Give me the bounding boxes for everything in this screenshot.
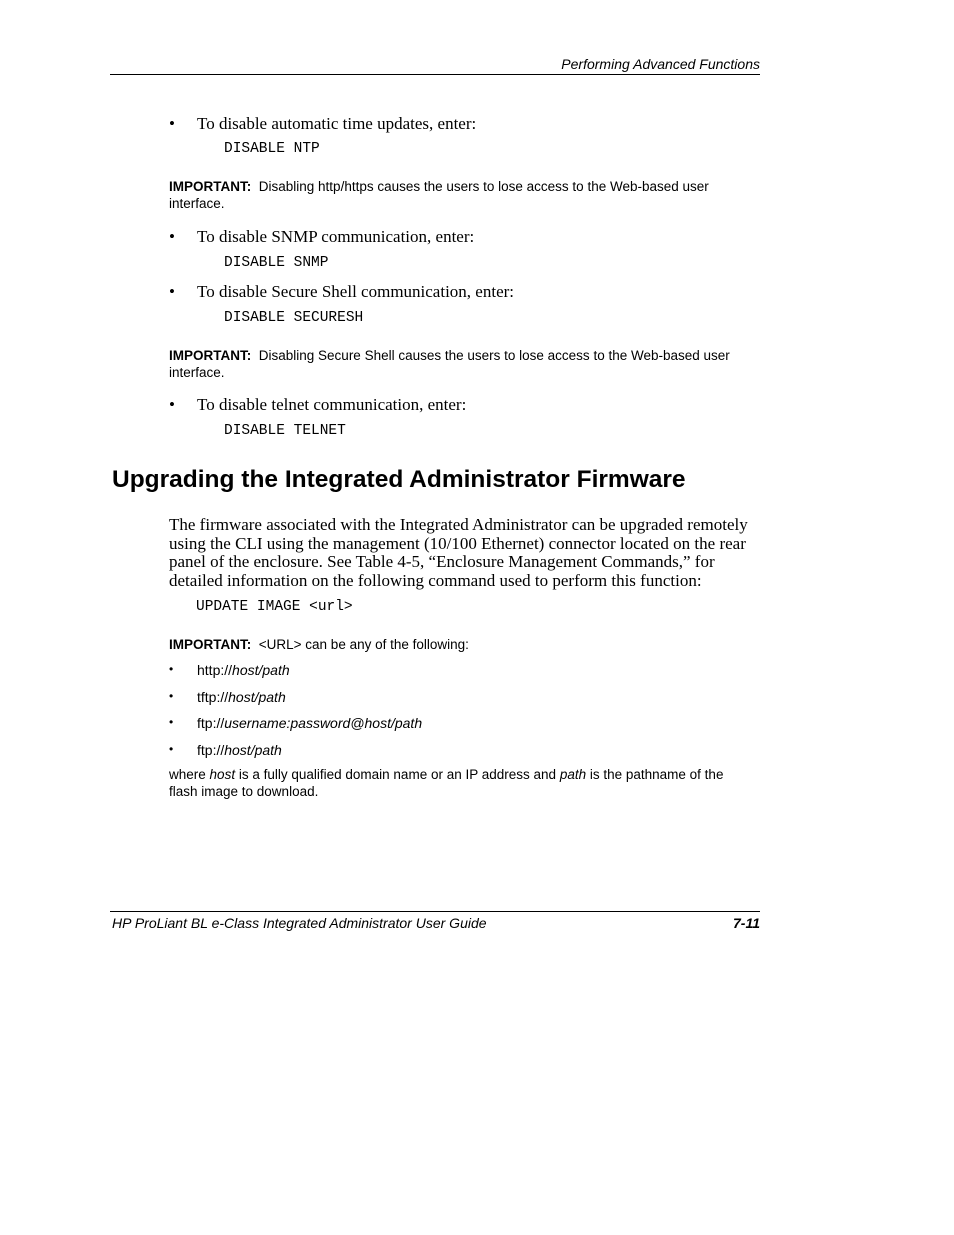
paragraph-line: The firmware associated with the Integrated Administrator can be upgraded remotely [169,515,748,534]
important-text-cont: interface. [169,365,225,380]
important-text: Disabling http/https causes the users to lose access to the Web-based user [258,179,709,194]
important-text: Disabling Secure Shell causes the users to lose access to the Web-based user [258,348,730,363]
url-prefix: tftp:// [197,689,229,705]
path-term: path [559,767,587,782]
where-text: is the pathname of the [589,767,724,782]
list-item-text: To disable Secure Shell communication, enter: [197,282,514,301]
url-prefix: ftp:// [197,742,225,758]
page-number: 7-11 [733,915,760,931]
important-note [169,178,761,212]
footer-rule [110,911,760,912]
important-text: <URL> can be any of the following: [258,637,469,652]
bullet-icon: • [169,662,174,676]
important-note [169,347,761,381]
bullet-icon: • [169,282,175,301]
important-label: IMPORTANT: [169,348,252,363]
running-header: Performing Advanced Functions [561,56,760,72]
important-text-cont: interface. [169,196,225,211]
paragraph-line: panel of the enclosure. See Table 4-5, “Enclosure Management Commands,” for [169,552,715,571]
url-prefix: http:// [197,662,233,678]
bullet-icon: • [169,227,175,246]
command-text: DISABLE NTP [224,141,320,157]
paragraph-line: using the CLI using the management (10/100 Ethernet) connector located on the rear [169,533,746,553]
url-suffix: host/path [232,662,290,678]
url-suffix: username:password@host/path [224,715,423,731]
bullet-icon: • [169,114,175,133]
command-text: DISABLE TELNET [224,423,346,439]
list-item-text: To disable telnet communication, enter: [197,395,467,414]
list-item-text: To disable automatic time updates, enter: [197,114,477,133]
list-item-text: To disable SNMP communication, enter: [197,227,475,246]
url-suffix: host/path [224,742,282,758]
command-text: DISABLE SECURESH [224,310,364,326]
important-note [169,636,761,653]
bullet-icon: • [169,715,174,729]
bullet-icon: • [169,689,174,703]
important-label: IMPORTANT: [169,179,252,194]
body-paragraph [169,516,769,590]
header-rule [110,74,760,75]
host-term: host [209,767,236,782]
where-text-cont: flash image to download. [169,783,319,799]
paragraph-line: detailed information on the following command used to perform this function: [169,570,702,590]
url-prefix: ftp:// [197,715,225,731]
url-suffix: host/path [228,689,286,705]
where-text: where [169,767,206,782]
command-text: DISABLE SNMP [224,255,329,271]
command-text: UPDATE IMAGE <url> [196,599,353,615]
where-text: is a fully qualified domain name or an IP address and [238,767,557,782]
footer-guide-title: HP ProLiant BL e-Class Integrated Administrator User Guide [112,915,487,931]
where-note [169,767,761,800]
bullet-icon: • [169,395,175,414]
bullet-icon: • [169,742,174,756]
section-heading: Upgrading the Integrated Administrator Firmware [112,466,686,493]
important-label: IMPORTANT: [169,637,252,652]
